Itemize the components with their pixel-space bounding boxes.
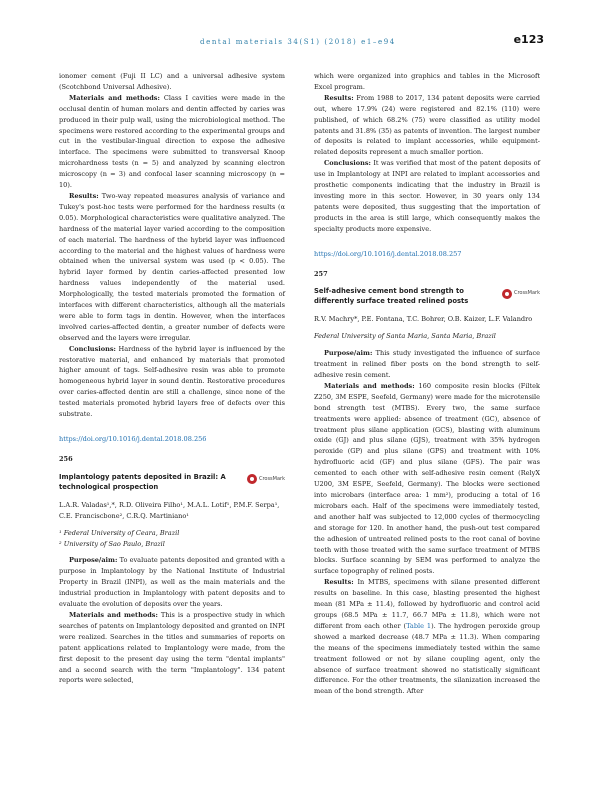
section-text: In MTBS, specimens with silane presented different results on baseline. In this case, blasting presented the highest mean (81 MPa ± 11.4), followed by hydrofluoric and control acid groups (68.5 MPa ± 11.7, 66.7 MPa ± 11.8), which were not different from each other ( [314, 578, 540, 630]
paragraph [314, 93, 540, 158]
section-text: This study investigated the influence of surface treatment in relined fiber posts on the bond strength to self-adhesive resin cement. [314, 349, 540, 380]
paragraph: which were organized into graphics and tables in the Microsoft Excel program. [314, 72, 540, 91]
section-text: This is a prospective study in which searches of patents on Implantology deposited and granted on INPI were realized. Searches in the titles and summaries of reports on patent applications related to Implantology were made, from the first deposit to the present day using the term "dental implants" and a second search with the term "Implantology". 134 patent reports were selected, [59, 610, 285, 685]
section-label: Conclusions: [69, 344, 116, 353]
crossmark-icon [247, 474, 257, 484]
journal-header: dental materials 34(S1) (2018) e1–e94 [200, 38, 396, 46]
author-list: R.V. Machry*, P.E. Fontana, T.C. Bohrer, O.B. Kaizer, L.F. Valandro [314, 315, 533, 324]
crossmark-icon [502, 289, 512, 299]
section-text: To evaluate patents deposited and granted with a purpose in Implantology by the National Institute of Industrial Property in Brazil (INPI), as well as the main materials and the industrial production in Implantology with patent deposits and to evaluate the evolution of deposits over the years. [59, 556, 285, 609]
paragraph [314, 381, 540, 577]
section-label: Purpose/aim: [324, 349, 373, 358]
abstract-title: Self-adhesive cement bond strength to differently surface treated relined posts [314, 287, 469, 306]
abstract-number: 256 [59, 454, 73, 463]
affiliation: ¹ Federal University of Ceara, Brazil [59, 528, 180, 537]
crossmark-logo[interactable] [502, 288, 540, 299]
abstract-title: Implantology patents deposited in Brazil: A technological prospection [59, 472, 226, 491]
doi-link[interactable]: https://doi.org/10.1016/j.dental.2018.08.256 [59, 435, 207, 443]
section-text: It was verified that most of the patent deposits of use in Implantology at INPI are related to implant accessories and prosthetic components indicating that the industry in Brazil is investing more in this sector. However, in 30 years only 134 patents were deposited, thus suggesting that the importation of products in the area is still large, which consequently makes the specialty products more expensive. [314, 159, 540, 233]
section-label: Materials and methods: [69, 93, 160, 102]
section-text: From 1988 to 2017, 134 patent deposits were carried out, where 17.9% (24) were registered and 82.1% (110) were published, of which 68.2% (75) were classified as utility model patents and 31.8% (35) as patents of invention. The largest number of deposits is related to implant accessories, while equipment-related deposits represent a much smaller portion. [314, 93, 540, 157]
section-text: 160 composite resin blocks (Filtek Z250, 3M ESPE, Seefeld, Germany) were made for the microtensile bond strength test (MTBS). Every two, the same surface treatments were applied: absence of treatment (GC), absence of treatment plus silane application (GCS), blasting with aluminum oxide (GJ) and plus silane (GJS), treatment with 35% hydrogen peroxide (GP) and plus silane (GPS) and treatment with 10% hydrofluoric acid (GF) and plus silane (GFS). The pair was cemented to each other with self-adhesive resin cement (RelyX U200, 3M ESPE, Seefeld, Germany). The blocks were sectioned into microbars (interface area: 1 mm²), producing a total of 16 microbars each. Half of the specimens were immediately tested, and another half was subjected to 12,000 cycles of thermocycling and storage for 120. In another hand, the push-out test compared the adhesion of untreated relined posts to the root canal of bovine teeth with those treated with the same surface treatment of MTBS blocks. Surface scanning by SEM was performed to analyze the surface topography of relined posts. [314, 381, 540, 576]
abstract-number: 257 [314, 269, 328, 278]
affiliation: Federal University of Santa Maria, Santa Maria, Brazil [314, 332, 496, 341]
section-text: ). The hydrogen peroxide group showed a marked decrease (48.7 MPa ± 11.3). When comparing the means of the specimens immediately tested within the same treatment followed or not by silane coupling agent, only the absence of surface treatment showed no statistically significant difference. For the other treatments, the silanization increased the mean of the bond strength. After [314, 621, 540, 696]
crossmark-label: CrossMark [513, 290, 540, 297]
section-label: Materials and methods: [324, 381, 415, 390]
section-text: Hardness of the hybrid layer is influenced by the restorative material, and enhanced by materials that promoted higher amount of tags. Self-adhesive resin was able to promote homogeneous hybrid layer in sound dentin. Restorative procedures over caries-affected dentin are still a challenge, since none of the tested materials promoted hybrid layers free of defects over this substrate. [59, 344, 285, 419]
crossmark-logo[interactable] [247, 474, 285, 485]
section-label: Purpose/aim: [69, 556, 118, 565]
paragraph [59, 191, 285, 344]
section-label: Results: [324, 578, 354, 587]
section-text: Two-way repeated measures analysis of variance and Tukey's post-hoc tests were performed for the hardness results (α 0.05). Morphological characteristics were qualitative analyzed. The hardness of the material layer varied according to the composition of each material. The hardness of the hybrid layer was influenced according to the material and the highest values of hardness were obtained when the universal system was used (p < 0.05). The hybrid layer formed by dentin caries-affected presented low hardness values independently of the material used. Morphologically, the tested materials promoted the formation of interfaces with different characteristics, although all the materials were able to form tags in dentin. However, when the interfaces involved caries-affected dentin, a greater number of defects were observed and the layers were irregular. [59, 191, 285, 342]
doi-link[interactable]: https://doi.org/10.1016/j.dental.2018.08.257 [314, 249, 462, 258]
paragraph [314, 158, 540, 234]
section-text: Class I cavities were made in the occlusal dentin of human molars and dentin affected by caries was produced in their pulp wall, using the microbiological method. The specimens were restored according to the experimental groups and cut in the vestibular-lingual direction to expose the adhesive interface. The specimens were submitted to transversal Knoop microhardness tests (n = 5) and analyzed by scanning electron microscopy (n = 3) and confocal laser scanning microscopy (n = 10). [59, 93, 285, 190]
left-column [59, 71, 285, 686]
paragraph [314, 577, 540, 697]
paragraph: ionomer cement (Fuji II LC) and a universal adhesive system (Scotchbond Universal Adhesive). [59, 72, 285, 91]
paragraph [59, 344, 285, 420]
section-label: Conclusions: [324, 159, 371, 168]
table-link[interactable]: Table 1 [406, 621, 432, 630]
section-label: Results: [324, 93, 354, 102]
right-column [314, 71, 540, 697]
abstract-title-row [59, 472, 285, 492]
affiliation: ² University of Sao Paulo, Brazil [59, 539, 165, 548]
paragraph [314, 348, 540, 381]
paragraph [59, 610, 285, 686]
page-number: e123 [513, 33, 544, 46]
author-list: L.A.R. Valadas¹,*, R.D. Oliveira Filho¹, M.A.L. Lotif¹, P.M.F. Serpa¹, C.E. Franciscbone², C.R.Q. Martiniano¹ [59, 500, 280, 520]
crossmark-label: CrossMark [258, 475, 285, 482]
section-label: Materials and methods: [69, 610, 158, 619]
abstract-title-row [314, 286, 540, 306]
paragraph [59, 555, 285, 610]
paragraph [59, 93, 285, 191]
section-label: Results: [69, 191, 99, 200]
